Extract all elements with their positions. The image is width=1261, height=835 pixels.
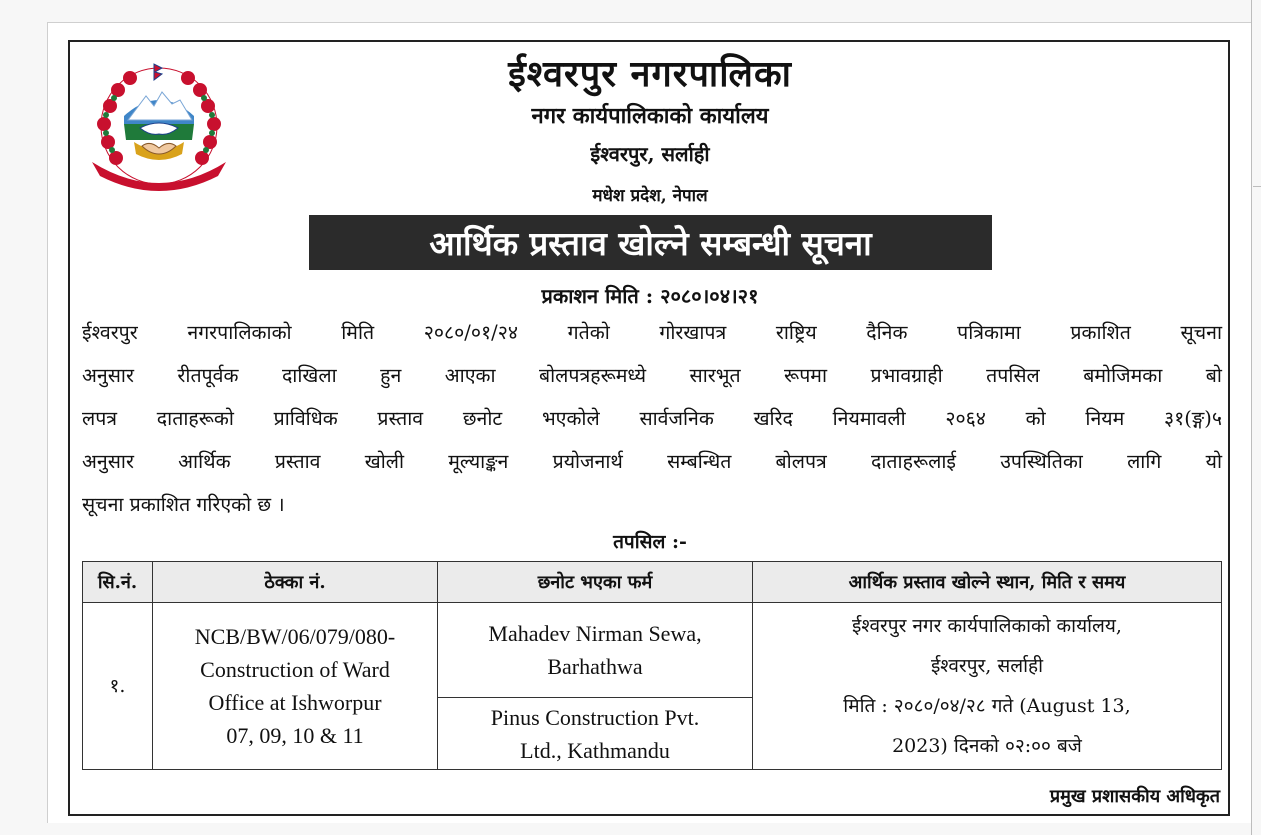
header-venue-date-time: आर्थिक प्रस्ताव खोल्ने स्थान, मिति र समय (753, 562, 1222, 603)
body-line: सूचना प्रकाशित गरिएको छ । (82, 493, 285, 516)
firm-line: Mahadev Nirman Sewa, (488, 621, 702, 646)
tapasil-label: तपसिल :- (613, 531, 687, 553)
page-edge-tick (1253, 186, 1261, 187)
notice-title: आर्थिक प्रस्ताव खोल्ने सम्बन्धी सूचना (309, 215, 992, 270)
venue-line: 2023) दिनको ०२:०० बजे (892, 735, 1082, 757)
contract-line: Construction of Ward (200, 657, 390, 682)
publication-date: प्रकाशन मिति : २०८०।०४।२१ (541, 284, 759, 308)
nepal-government-emblem-icon (88, 54, 230, 196)
page-edge (1251, 0, 1252, 835)
municipality-title: ईश्वरपुर नगरपालिका (508, 53, 792, 95)
contract-line: NCB/BW/06/079/080- (194, 624, 396, 649)
venue-line: ईश्वरपुर नगर कार्यपालिकाको कार्यालय, (852, 615, 1122, 637)
serial-number-cell: १. (83, 603, 153, 770)
table-header-row (83, 562, 1222, 603)
firm-cell (438, 698, 753, 770)
office-address: ईश्वरपुर, सर्लाही (590, 142, 710, 166)
header-contract-no: ठेक्का नं. (153, 562, 438, 603)
header-serial: सि.नं. (83, 562, 153, 603)
firm-line: Pinus Construction Pvt. (490, 704, 700, 730)
signatory-title: प्रमुख प्रशासकीय अधिकृत (1049, 786, 1220, 807)
venue-line: मिति : २०८०/०४/२८ गते (August 13, (843, 695, 1131, 717)
contract-line: 07, 09, 10 & 11 (226, 723, 364, 748)
header-selected-firm: छनोट भएका फर्म (438, 562, 753, 603)
contract-cell (153, 603, 438, 770)
table-row (83, 603, 1222, 698)
firm-cell (438, 603, 753, 698)
firm-line: Barhathwa (547, 654, 643, 679)
body-line: अनुसार रीतपूर्वक दाखिला हुन आएका बोलपत्रहरूमध्ये सारभूत रूपमा प्रभावग्राही तपसिल बमोजिमका बो (82, 364, 1222, 387)
province-country: मधेश प्रदेश, नेपाल (592, 186, 708, 206)
venue-line: ईश्वरपुर, सर्लाही (930, 655, 1044, 677)
schedule-table (82, 561, 1222, 770)
body-line: अनुसार आर्थिक प्रस्ताव खोली मूल्याङ्कन प्रयोजनार्थ सम्बन्धित बोलपत्र दाताहरूलाई उपस्थितिका लागि यो (82, 450, 1222, 473)
office-name: नगर कार्यपालिकाको कार्यालय (531, 103, 769, 129)
contract-line: Office at Ishworpur (208, 690, 382, 715)
body-line: ईश्वरपुर नगरपालिकाको मिति २०८०/०१/२४ गतेको गोरखापत्र राष्ट्रिय दैनिक पत्रिकामा प्रकाशित सूचना (82, 321, 1222, 344)
venue-cell (753, 603, 1222, 770)
body-line: लपत्र दाताहरूको प्राविधिक प्रस्ताव छनोट भएकोले सार्वजनिक खरिद नियमावली २०६४ को नियम ३१(ङ्ग)५ (82, 407, 1222, 430)
firm-line: Ltd., Kathmandu (520, 737, 670, 763)
